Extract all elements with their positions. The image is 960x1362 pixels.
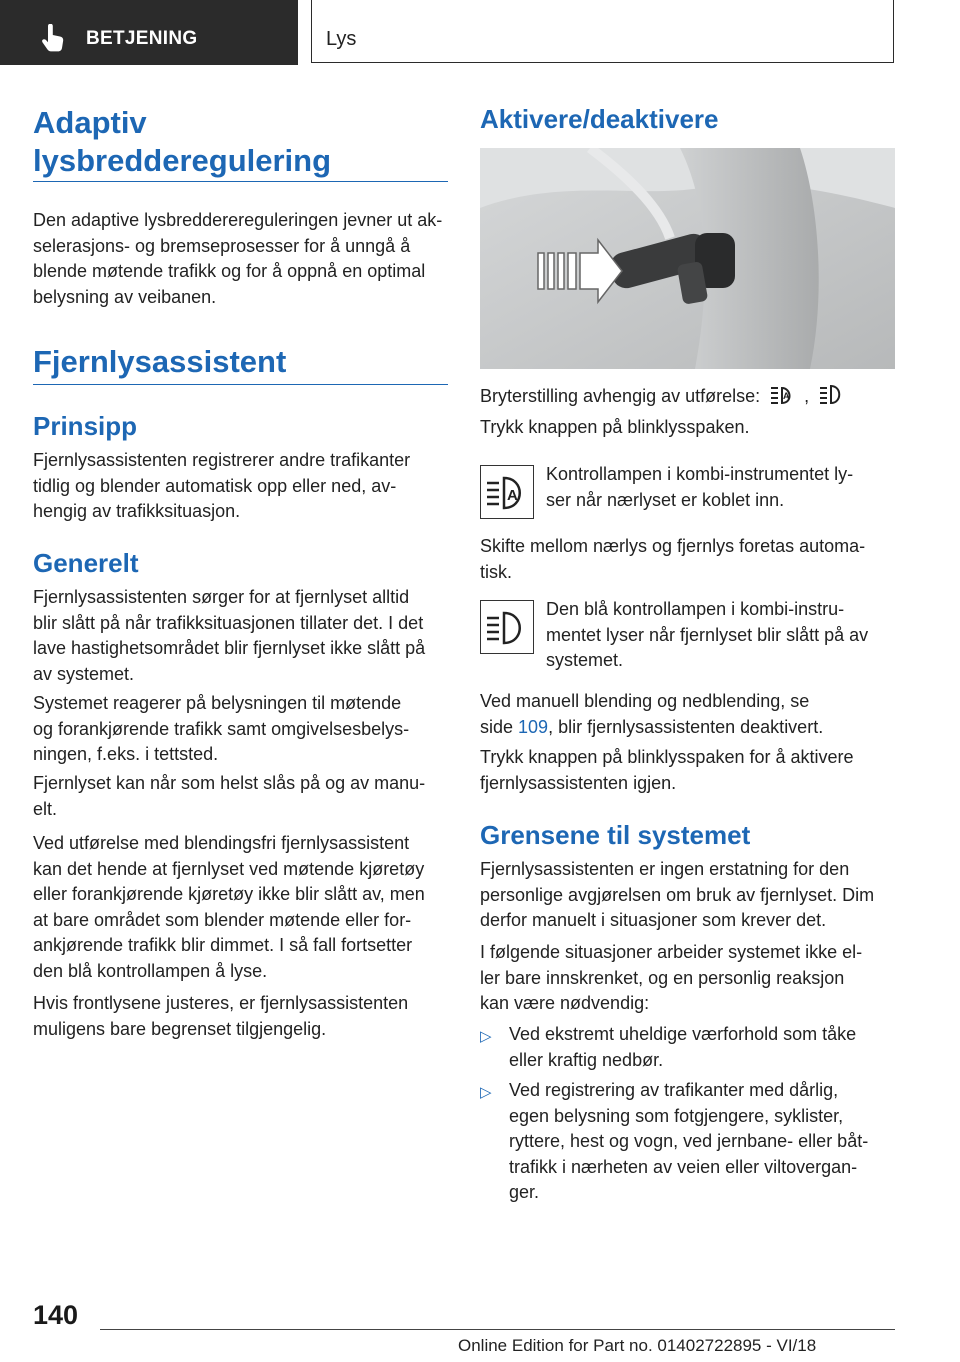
high-beam-indicator-icon: [480, 600, 534, 654]
paragraph-manual: Ved manuell blending og nedblending, se side 109, blir fjernlysassistenten deaktivert.: [480, 691, 824, 737]
paragraph-switch: Bryterstilling avhengig av utførelse: A ,: [480, 382, 898, 410]
bullet-item: Ved registrering av trafikanter med dårlig, egen belysning som fotgjengere, syklister, ryttere, hest og vogn, ved jernbane- eller båt‐ trafikk i nærheten av veien eller viltovergan‐ ger.: [509, 1080, 869, 1202]
auto-high-beam-icon: [769, 382, 795, 406]
heading-adaptive: Adaptiv lysbredderegulering: [33, 105, 332, 178]
paragraph-press: Trykk knappen på blinklysspaken.: [480, 417, 750, 437]
auto-high-beam-indicator-icon: [480, 465, 534, 519]
paragraph-generelt-3: Fjernlyset kan når som helst slås på og av manu‐ elt.: [33, 773, 426, 819]
turn-signal-lever-photo: [480, 148, 895, 369]
paragraph-generelt-1: Fjernlysassistenten sørger for at fjernlyset alltid blir slått på når trafikksituasjonen tillater det. I det lave hastighetsområdet blir fjernlyset ikke slått på av systemet.: [33, 587, 426, 684]
svg-text:A: A: [783, 391, 790, 401]
heading-prinsipp: Prinsipp: [33, 411, 138, 441]
bullet-item: Ved ekstremt uheldige værforhold som tåke eller kraftig nedbør.: [509, 1024, 857, 1070]
paragraph-prinsipp: Fjernlysassistenten registrerer andre trafikanter tidlig og blender automatisk opp eller ned, av‐ hengig av trafikksituasjon.: [33, 450, 411, 521]
paragraph-limits-2: I følgende situasjoner arbeider systemet ikke el‐ ler bare innskrenket, og en personlig reaksjon kan være nødvendig:: [480, 942, 863, 1013]
bullet-marker: ▷: [480, 1028, 492, 1045]
heading-activate: Aktivere/deaktivere: [480, 104, 719, 134]
heading-rule: [33, 384, 448, 385]
section-title: BETJENING: [86, 28, 198, 49]
paragraph-generelt-5: Hvis frontlysene justeres, er fjernlysassistenten muligens bare begrenset tilgjengelig.: [33, 993, 409, 1039]
indicator-text-2: Den blå kontrollampen i kombi-instru‐ mentet lyser når fjernlyset blir slått på av systemet.: [546, 599, 869, 670]
paragraph-generelt-4: Ved utførelse med blendingsfri fjernlysassistent kan det hende at fjernlyset ved møtende kjøretøy eller forankjørende kjøretøy ikke blir slått av, men at bare området som blender møtende eller for‐ ankjørende trafikk blir dimmet. I så fall fortsetter den blå kontrollampen å lyse.: [33, 833, 425, 981]
page-number: 140: [33, 1300, 79, 1330]
section-tab: [0, 0, 298, 65]
paragraph-skift: Skifte mellom nærlys og fjernlys foretas automa‐ tisk.: [480, 536, 866, 582]
hand-pointer-icon: [40, 24, 66, 52]
bullet-marker: ▷: [480, 1084, 492, 1101]
footer-edition: Online Edition for Part no. 01402722895 - VI/18: [458, 1336, 817, 1355]
paragraph-press-again: Trykk knappen på blinklysspaken for å aktivere fjernlysassistenten igjen.: [480, 747, 854, 793]
heading-rule: [33, 181, 448, 182]
page-link[interactable]: 109: [518, 716, 549, 737]
svg-text:A: A: [507, 487, 518, 504]
paragraph-generelt-2: Systemet reagerer på belysningen til møtende og forankjørende trafikk samt omgivelsesbelys‐ ningen, f.eks. i tettsted.: [33, 693, 410, 764]
heading-limits: Grensene til systemet: [480, 820, 751, 850]
chapter-title: Lys: [326, 28, 357, 50]
footer-rule: [100, 1329, 895, 1330]
heading-generelt: Generelt: [33, 548, 139, 578]
chapter-tab: [311, 0, 894, 63]
indicator-text-1: Kontrollampen i kombi-instrumentet ly‐ ser når nærlyset er koblet inn.: [546, 464, 854, 510]
high-beam-icon: [818, 382, 844, 406]
paragraph-adaptive: Den adaptive lysbredderereguleringen jevner ut ak‐ selerasjons- og bremseprosesser for å unngå å blende møtende trafikk og for å oppnå en optimal belysning av veibanen.: [33, 210, 443, 307]
paragraph-limits-1: Fjernlysassistenten er ingen erstatning for den personlige avgjørelsen om bruk av fjernlyset. Dim derfor manuelt i situasjoner som krever det.: [480, 859, 875, 930]
heading-assistant: Fjernlysassistent: [33, 344, 287, 379]
